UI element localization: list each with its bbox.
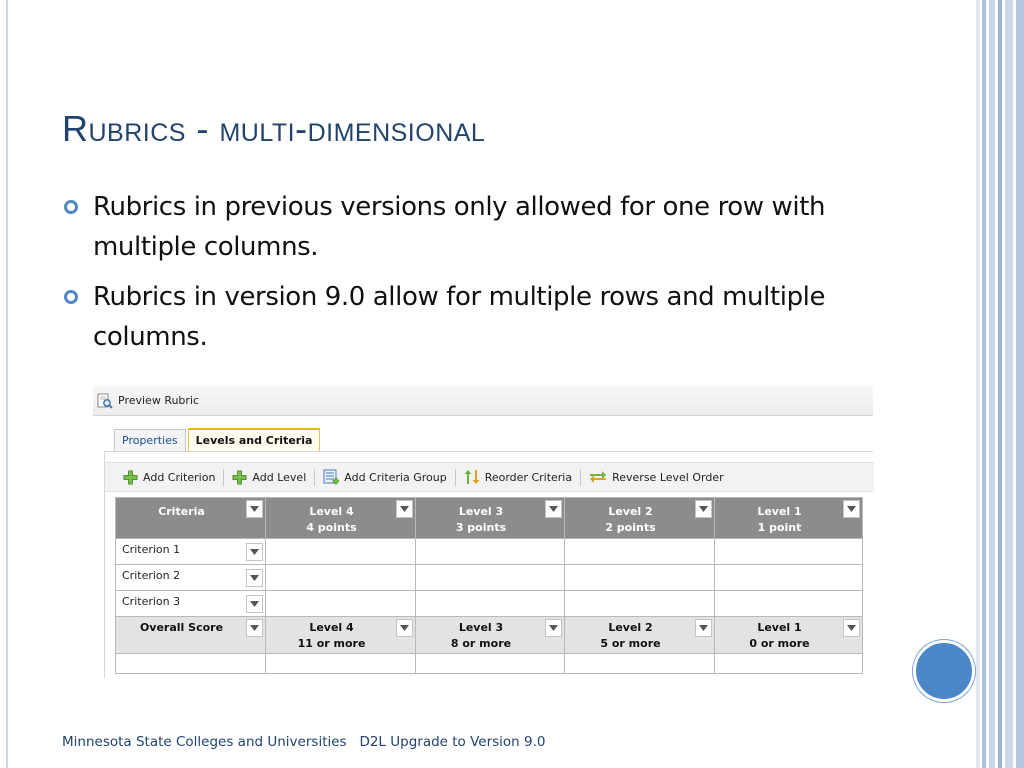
criterion-row <box>116 539 863 565</box>
chevron-down-icon <box>847 625 856 631</box>
overall-score-label: Level 2 <box>608 621 653 634</box>
overall-score-text <box>715 617 862 652</box>
overall-score-menu-dropdown[interactable] <box>545 619 562 637</box>
rubric-screenshot <box>93 386 873 678</box>
overall-score-text <box>266 617 415 652</box>
chevron-down-icon <box>400 625 409 631</box>
criterion-row <box>116 591 863 617</box>
reorder-arrows-icon <box>464 469 480 485</box>
slide-title: Rubrics - multi-dimensional <box>62 108 486 149</box>
empty-cell[interactable] <box>565 654 715 674</box>
level-header-text <box>266 498 415 536</box>
level-header-label: Level 4 <box>309 505 354 518</box>
overall-score-label: Overall Score <box>139 621 224 634</box>
level-header-sublabel: 3 points <box>455 521 507 534</box>
overall-score-menu-dropdown[interactable] <box>843 619 860 637</box>
add-level-button[interactable] <box>232 463 306 491</box>
level-header-row <box>116 498 863 539</box>
overall-score-sublabel: 11 or more <box>297 637 366 650</box>
level-header-menu-dropdown[interactable] <box>843 500 860 518</box>
toolbar-divider <box>455 469 456 486</box>
criterion-row <box>116 565 863 591</box>
reorder-criteria-button[interactable] <box>464 463 572 491</box>
chevron-down-icon <box>250 549 259 555</box>
criterion-menu-dropdown[interactable] <box>246 569 263 587</box>
right-decorative-stripes <box>976 0 1024 768</box>
overall-score-sublabel: 5 or more <box>600 637 661 650</box>
criterion-level-cell[interactable] <box>715 565 863 591</box>
level-header-label: Level 2 <box>608 505 653 518</box>
empty-cell[interactable] <box>416 654 565 674</box>
level-header-text <box>416 498 564 536</box>
criterion-level-cell[interactable] <box>565 539 715 565</box>
criterion-name: Criterion 3 <box>122 595 181 608</box>
preview-title-bar <box>93 386 873 416</box>
criterion-level-cell[interactable] <box>565 591 715 617</box>
criterion-level-cell[interactable] <box>416 565 565 591</box>
level-header-label: Level 1 <box>757 505 802 518</box>
reverse-arrows-icon <box>589 469 607 485</box>
criterion-level-cell[interactable] <box>715 591 863 617</box>
overall-score-label: Level 3 <box>458 621 504 634</box>
criterion-level-cell[interactable] <box>266 565 416 591</box>
level-header-text <box>715 498 862 536</box>
overall-score-menu-dropdown[interactable] <box>396 619 413 637</box>
toolbar-divider <box>223 469 224 486</box>
left-border-rule <box>6 0 8 768</box>
tab-properties[interactable]: Properties <box>114 429 186 451</box>
level-header-text <box>116 498 265 520</box>
rubric-toolbar <box>105 462 874 492</box>
chevron-down-icon <box>549 506 558 512</box>
overall-score-cell <box>116 617 266 654</box>
level-header-cell <box>565 498 715 539</box>
level-header-sublabel: 4 points <box>306 521 357 534</box>
overall-empty-row <box>116 654 863 674</box>
level-header-menu-dropdown[interactable] <box>246 500 263 518</box>
criteria-group-icon <box>323 469 339 485</box>
empty-cell[interactable] <box>266 654 416 674</box>
bullet-item <box>64 277 854 357</box>
levels-panel <box>104 451 873 678</box>
slide-footer: Minnesota State Colleges and Universities D2L Upgrade to Version 9.0 <box>62 734 546 750</box>
chevron-down-icon <box>250 625 259 631</box>
level-header-cell <box>416 498 565 539</box>
tab-bar <box>114 428 322 451</box>
overall-score-sublabel: 0 or more <box>749 637 810 650</box>
preview-magnifier-icon <box>97 393 113 409</box>
reverse-level-order-button[interactable] <box>589 463 724 491</box>
chevron-down-icon <box>847 506 856 512</box>
reorder-criteria-label: Reorder Criteria <box>484 470 573 484</box>
add-criterion-label: Add Criterion <box>143 470 216 484</box>
bullet-list <box>64 187 854 367</box>
empty-cell[interactable] <box>116 654 266 674</box>
bullet-text: Rubrics in previous versions only allowed for one row with multiple columns. <box>93 192 826 262</box>
overall-score-label: Level 1 <box>757 621 802 634</box>
criterion-level-cell[interactable] <box>416 591 565 617</box>
level-header-cell <box>715 498 863 539</box>
chevron-down-icon <box>549 625 558 631</box>
criterion-level-cell[interactable] <box>416 539 565 565</box>
level-header-sublabel: 1 point <box>757 521 802 534</box>
level-header-sublabel: 2 points <box>605 521 656 534</box>
criterion-name: Criterion 1 <box>122 543 181 556</box>
level-header-cell <box>116 498 266 539</box>
bullet-circle-icon <box>64 200 78 214</box>
tab-levels-and-criteria[interactable]: Levels and Criteria <box>188 428 321 451</box>
chevron-down-icon <box>250 506 259 512</box>
overall-score-cell <box>416 617 565 654</box>
overall-score-text <box>416 617 564 652</box>
criterion-name: Criterion 2 <box>122 569 181 582</box>
green-plus-icon <box>123 470 138 485</box>
criterion-level-cell[interactable] <box>565 565 715 591</box>
decorative-blue-circle <box>913 640 975 702</box>
overall-score-text <box>565 617 714 652</box>
add-criterion-button[interactable] <box>123 463 215 491</box>
criterion-level-cell[interactable] <box>715 539 863 565</box>
criterion-name-cell <box>116 591 266 617</box>
preview-title: Preview Rubric <box>118 394 200 407</box>
add-criteria-group-button[interactable] <box>323 463 446 491</box>
chevron-down-icon <box>699 625 708 631</box>
toolbar-divider <box>314 469 315 486</box>
criterion-menu-dropdown[interactable] <box>246 543 263 561</box>
add-level-label: Add Level <box>252 470 307 484</box>
green-plus-icon <box>232 470 247 485</box>
chevron-down-icon <box>250 601 259 607</box>
rubric-table <box>115 497 863 674</box>
overall-score-menu-dropdown[interactable] <box>695 619 712 637</box>
overall-score-label: Level 4 <box>309 621 354 634</box>
level-header-menu-dropdown[interactable] <box>396 500 413 518</box>
overall-score-row <box>116 617 863 654</box>
overall-score-sublabel: 8 or more <box>450 637 512 650</box>
level-header-menu-dropdown[interactable] <box>545 500 562 518</box>
criterion-menu-dropdown[interactable] <box>246 595 263 613</box>
level-header-text <box>565 498 714 536</box>
level-header-cell <box>266 498 416 539</box>
level-header-label: Level 3 <box>458 505 504 518</box>
empty-cell[interactable] <box>715 654 863 674</box>
criterion-level-cell[interactable] <box>266 591 416 617</box>
criterion-name-cell <box>116 539 266 565</box>
add-criteria-group-label: Add Criteria Group <box>344 470 447 484</box>
bullet-item <box>64 187 854 267</box>
level-header-menu-dropdown[interactable] <box>695 500 712 518</box>
bullet-circle-icon <box>64 290 78 304</box>
overall-score-text <box>116 617 265 636</box>
bullet-text: Rubrics in version 9.0 allow for multiple rows and multiple columns. <box>93 282 826 352</box>
chevron-down-icon <box>699 506 708 512</box>
reverse-level-order-label: Reverse Level Order <box>612 470 724 484</box>
criterion-level-cell[interactable] <box>266 539 416 565</box>
level-header-label: Criteria <box>158 505 205 518</box>
chevron-down-icon <box>250 575 259 581</box>
toolbar-divider <box>580 469 581 486</box>
chevron-down-icon <box>400 506 409 512</box>
overall-score-cell <box>715 617 863 654</box>
overall-score-cell <box>565 617 715 654</box>
criterion-name-cell <box>116 565 266 591</box>
overall-score-cell <box>266 617 416 654</box>
overall-score-menu-dropdown[interactable] <box>246 619 263 637</box>
